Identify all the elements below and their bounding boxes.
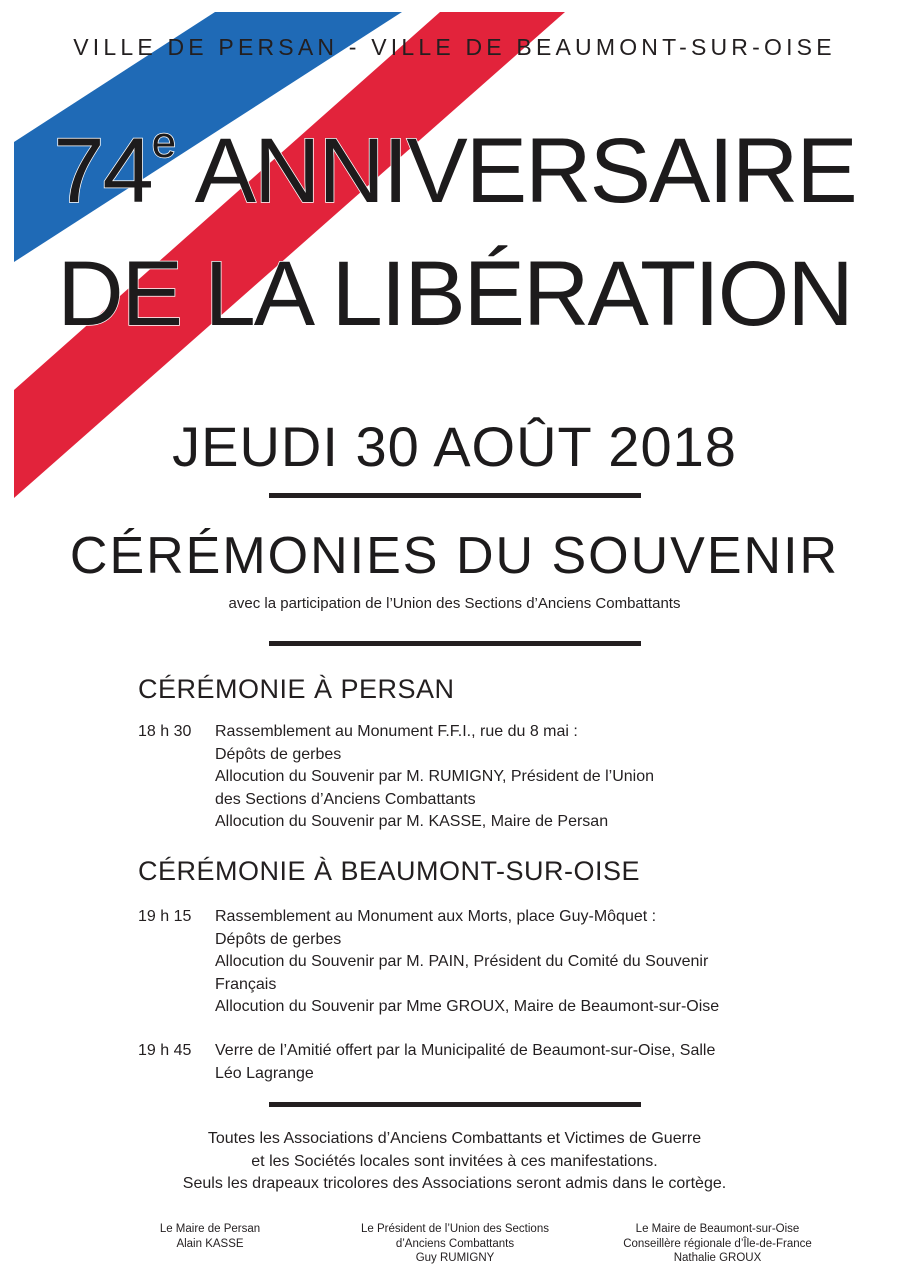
signature-line: d’Anciens Combattants bbox=[395, 1237, 515, 1250]
title-line-2: DE LA LIBÉRATION bbox=[57, 243, 852, 345]
footer-line: et les Sociétés locales sont invitées à ces manifestations. bbox=[251, 1152, 658, 1170]
divider bbox=[269, 1102, 641, 1107]
header-towns: VILLE DE PERSAN - VILLE DE BEAUMONT-SUR-OISE bbox=[73, 34, 836, 60]
signature-line: Le Président de l’Union des Sections bbox=[361, 1223, 549, 1235]
entry-line: Rassemblement au Monument aux Morts, place Guy-Môquet : bbox=[215, 908, 657, 925]
anniversary-number: 74 bbox=[53, 120, 152, 222]
entry-line: Allocution du Souvenir par M. RUMIGNY, Président de l’Union bbox=[215, 768, 655, 785]
entry-lines bbox=[215, 721, 778, 834]
signature-line: Alain KASSE bbox=[176, 1237, 244, 1250]
entry-line: Dépôts de gerbes bbox=[215, 745, 342, 763]
entry-line: Allocution du Souvenir par M. KASSE, Maire de Persan bbox=[215, 813, 609, 830]
signature-line: Le Maire de Persan bbox=[159, 1223, 261, 1235]
schedule-entry bbox=[138, 906, 778, 1019]
entry-line: Dépôts de gerbes bbox=[215, 930, 342, 948]
entry-line: Allocution du Souvenir par M. PAIN, Président du Comité du Souvenir bbox=[215, 953, 709, 970]
signature-line: Conseillère régionale d’Île-de-France bbox=[623, 1237, 812, 1250]
signature-union-president bbox=[335, 1222, 575, 1266]
entry-line: Rassemblement au Monument F.F.I., rue du 8 mai : bbox=[215, 723, 578, 740]
schedule-entry bbox=[138, 721, 778, 834]
signature-line: Nathalie GROUX bbox=[673, 1252, 762, 1264]
footer-line: Seuls les drapeaux tricolores des Associations seront admis dans le cortège. bbox=[182, 1175, 727, 1192]
ceremonies-title: CÉRÉMONIES DU SOUVENIR bbox=[69, 527, 840, 585]
entry-line: Verre de l’Amitié offert par la Municipalité de Beaumont-sur-Oise, Salle bbox=[215, 1042, 716, 1059]
section-heading-beaumont: CÉRÉMONIE À BEAUMONT-SUR-OISE bbox=[138, 856, 641, 886]
ordinal-suffix: e bbox=[151, 118, 177, 167]
entry-line: Léo Lagrange bbox=[215, 1064, 314, 1082]
signature-line: Le Maire de Beaumont-sur-Oise bbox=[635, 1223, 800, 1235]
entry-line: Français bbox=[215, 975, 277, 993]
signature-mayor-beaumont bbox=[600, 1222, 835, 1266]
signature-mayor-persan bbox=[110, 1222, 310, 1251]
entry-line: des Sections d’Anciens Combattants bbox=[215, 790, 476, 808]
entry-lines bbox=[215, 906, 778, 1019]
entry-time: 19 h 45 bbox=[138, 1042, 192, 1059]
divider bbox=[269, 641, 641, 646]
anniversary-word: ANNIVERSAIRE bbox=[176, 120, 856, 222]
divider bbox=[269, 493, 641, 498]
schedule-entry bbox=[138, 1040, 778, 1085]
entry-lines bbox=[215, 1040, 778, 1085]
entry-time: 18 h 30 bbox=[138, 723, 192, 740]
entry-time: 19 h 15 bbox=[138, 908, 192, 925]
footer-notice bbox=[0, 1128, 909, 1196]
entry-line: Allocution du Souvenir par Mme GROUX, Maire de Beaumont-sur-Oise bbox=[215, 998, 720, 1015]
event-date: JEUDI 30 AOÛT 2018 bbox=[172, 415, 737, 478]
title-line-1 bbox=[0, 118, 909, 222]
subtitle: avec la participation de l’Union des Sections d’Anciens Combattants bbox=[228, 595, 681, 612]
signature-line: Guy RUMIGNY bbox=[415, 1252, 495, 1264]
footer-line: Toutes les Associations d’Anciens Combattants et Victimes de Guerre bbox=[207, 1130, 702, 1147]
section-heading-persan: CÉRÉMONIE À PERSAN bbox=[138, 674, 455, 704]
